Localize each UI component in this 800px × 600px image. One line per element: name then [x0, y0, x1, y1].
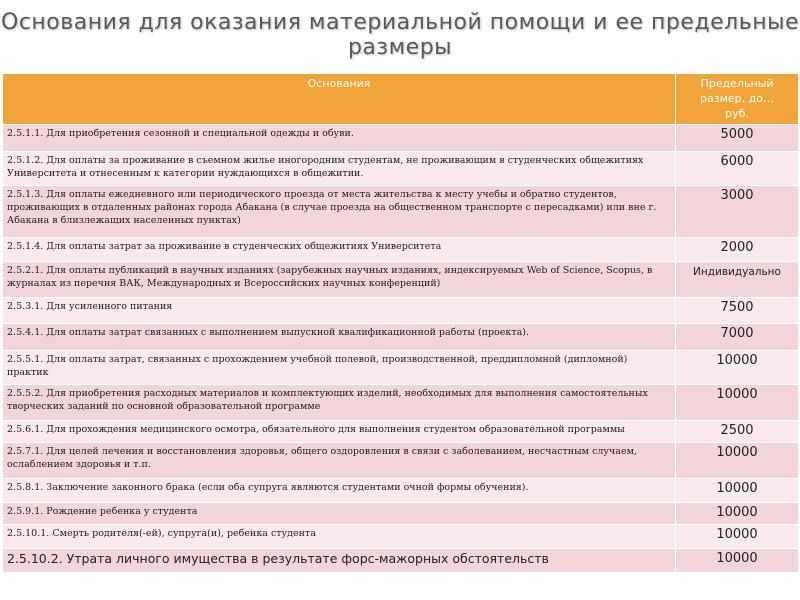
header-limit-line-2: размер, до…: [700, 92, 774, 105]
table-row: [3, 324, 799, 351]
row-limit: 2000: [676, 238, 799, 262]
table-row: [3, 421, 799, 443]
table-row: [3, 385, 799, 421]
row-limit: 10000: [676, 443, 799, 479]
table-row: [3, 186, 799, 238]
page-title: [0, 10, 800, 60]
row-limit: 10000: [676, 479, 799, 503]
row-basis: 2.5.1.2. Для оплаты за проживание в съемном жилье иногородним студентам, не проживающим в студенческих общежитиях Университета и отнесенным к категории нуждающихся в общежитии.: [3, 152, 676, 186]
row-basis: 2.5.9.1. Рождение ребенка у студента: [3, 503, 676, 525]
header-basis: Основания: [3, 74, 676, 125]
row-limit: 7000: [676, 324, 799, 351]
table-row: [3, 262, 799, 298]
table-row: [3, 525, 799, 549]
row-limit: 10000: [676, 351, 799, 385]
row-basis: 2.5.8.1. Заключение законного брака (если оба супруга являются студентами очной формы обучения).: [3, 479, 676, 503]
title-line-2: размеры: [347, 35, 453, 60]
aid-table: [2, 73, 799, 573]
row-limit: 6000: [676, 152, 799, 186]
row-basis: 2.5.3.1. Для усиленного питания: [3, 298, 676, 324]
table-row: [3, 125, 799, 152]
table-row: [3, 549, 799, 573]
row-basis: 2.5.1.1. Для приобретения сезонной и специальной одежды и обуви.: [3, 125, 676, 152]
table-row: [3, 238, 799, 262]
row-basis: 2.5.4.1. Для оплаты затрат связанных с выполнением выпускной квалификационной работы (проекта).: [3, 324, 676, 351]
row-limit: 10000: [676, 503, 799, 525]
row-limit: 10000: [676, 525, 799, 549]
header-limit-line-3: руб.: [725, 107, 749, 120]
row-basis: 2.5.1.4. Для оплаты затрат за проживание в студенческих общежитиях Университета: [3, 238, 676, 262]
row-limit: 10000: [676, 549, 799, 573]
row-basis: 2.5.6.1. Для прохождения медицинского осмотра, обязательного для выполнения студентом образовательной программы: [3, 421, 676, 443]
table-header-row: [3, 74, 799, 125]
header-limit-line-1: Предельный: [700, 77, 774, 90]
row-limit: 7500: [676, 298, 799, 324]
row-basis: 2.5.10.1. Смерть родителя(-ей), супруга(и), ребенка студента: [3, 525, 676, 549]
row-basis: 2.5.5.1. Для оплаты затрат, связанных с прохождением учебной полевой, производственной, преддипломной (дипломной) практик: [3, 351, 676, 385]
table-row: [3, 443, 799, 479]
table-row: [3, 479, 799, 503]
row-basis: 2.5.7.1. Для целей лечения и восстановления здоровья, общего оздоровления в связи с заболеванием, несчастным случаем, ослаблением здоровья и т.п.: [3, 443, 676, 479]
table-row: [3, 503, 799, 525]
row-basis: 2.5.2.1. Для оплаты публикаций в научных изданиях (зарубежных научных изданиях, индексируемых Web of Science, Scopus, в журналах из перечня ВАК, Международных и Всероссийских научных конференций): [3, 262, 676, 298]
table-row: [3, 152, 799, 186]
table-row: [3, 298, 799, 324]
row-limit: Индивидуально: [676, 262, 799, 298]
row-basis: 2.5.1.3. Для оплаты ежедневного или периодического проезда от места жительства к месту учебы и обратно студентов, проживающих в отдаленных районах города Абакана (в случае проезда на общественном транспорте с пересадками) или вне г. Абакана в близлежащих населенных пунктах): [3, 186, 676, 238]
row-limit: 10000: [676, 385, 799, 421]
table-row: [3, 351, 799, 385]
title-line-1: Основания для оказания материальной помощи и ее предельные: [1, 10, 799, 35]
header-limit: [676, 74, 799, 125]
row-basis: 2.5.5.2. Для приобретения расходных материалов и комплектующих изделий, необходимых для выполнения самостоятельных творческих заданий по основной образовательной программе: [3, 385, 676, 421]
row-limit: 3000: [676, 186, 799, 238]
row-limit: 2500: [676, 421, 799, 443]
row-basis: 2.5.10.2. Утрата личного имущества в результате форс-мажорных обстоятельств: [3, 549, 676, 573]
row-limit: 5000: [676, 125, 799, 152]
